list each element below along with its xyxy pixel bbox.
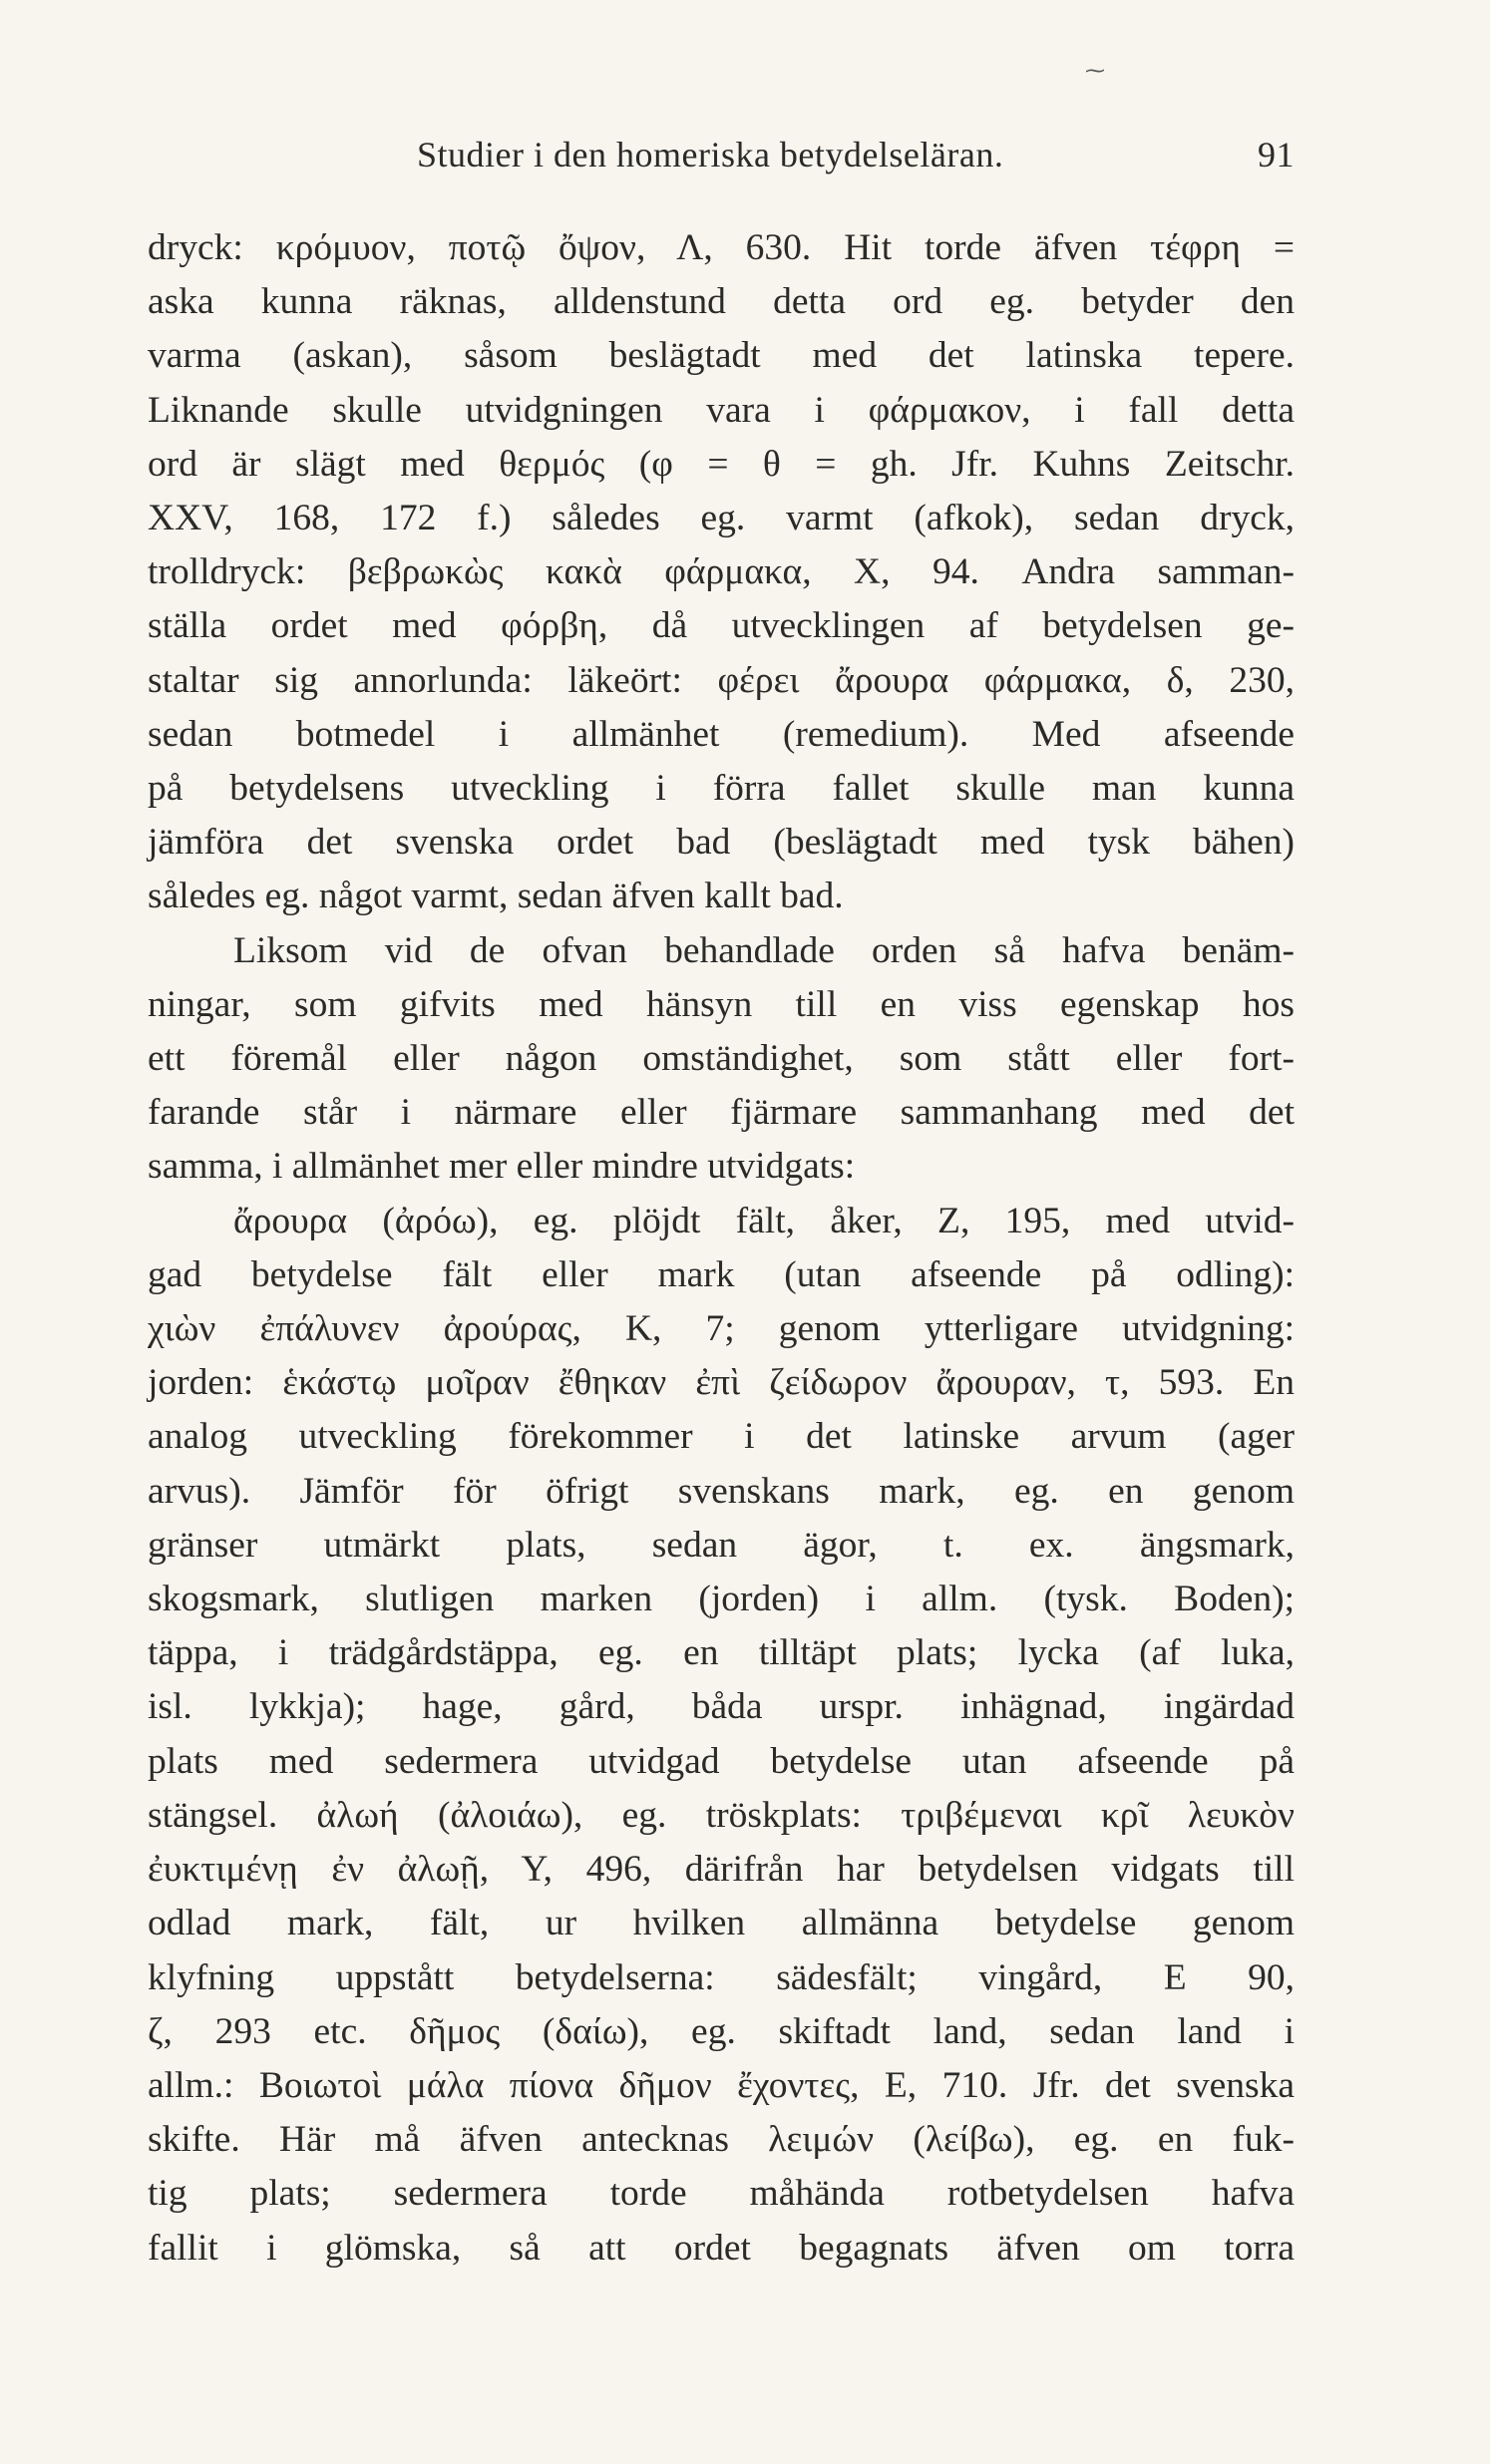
text-line: ord är slägt med θερμός (φ = θ = gh. Jfr. Kuhns Zeitschr. [148,443,1295,485]
text-line: stängsel. ἀλωή (ἀλοιάω), eg. tröskplats: τριβέμεναι κρῖ λευκὸν [148,1794,1295,1836]
text-line: allm.: Βοιωτοὶ μάλα πίονα δῆμον ἔχοντες, Ε, 710. Jfr. det svenska [148,2064,1295,2106]
text-line: ἄρουρα (ἀρόω), eg. plöjdt fält, åker, Ζ, 195, med utvid- [233,1200,1295,1241]
text-line: aska kunna räknas, alldenstund detta ord eg. betyder den [148,281,1295,323]
text-line: staltar sig annorlunda: läkeört: φέρει ἄρουρα φάρμακα, δ, 230, [148,659,1295,701]
text-line: gad betydelse fält eller mark (utan afseende på odling): [148,1253,1295,1295]
text-line: varma (askan), såsom beslägtadt med det latinska tepere. [148,335,1295,377]
text-line: χιὼν ἐπάλυνεν ἀρούρας, Κ, 7; genom ytterligare utvidgning: [148,1308,1295,1350]
running-title: Studier i den homeriska betydelseläran. [417,135,1004,175]
text-line: odlad mark, fält, ur hvilken allmänna betydelse genom [148,1903,1295,1944]
paragraph-2 [148,924,1295,2276]
text-line: således eg. något varmt, sedan äfven kallt bad. [148,876,844,917]
printer-mark: ⁓ [1085,60,1105,82]
text-line: jorden: ἑκάστῳ μοῖραν ἔθηκαν ἐπὶ ζείδωρον ἄρουραν, τ, 593. En [148,1362,1295,1404]
text-line: på betydelsens utveckling i förra fallet skulle man kunna [148,768,1295,810]
text-line: ἐυκτιμένῃ ἐν ἀλωῇ, Υ, 496, därifrån har betydelsen vidgats till [148,1849,1295,1891]
text-line: analog utveckling förekommer i det latinske arvum (ager [148,1416,1295,1458]
text-line: gränser utmärkt plats, sedan ägor, t. ex. ängsmark, [148,1524,1295,1566]
text-line: sedan botmedel i allmänhet (remedium). Med afseende [148,713,1295,755]
paragraph-1 [148,221,1295,924]
text-line: fallit i glömska, så att ordet begagnats äfven om torra [148,2227,1295,2269]
text-line: samma, i allmänhet mer eller mindre utvidgats: [148,1146,856,1188]
text-line: arvus). Jämför för öfrigt svenskans mark, eg. en genom [148,1470,1295,1512]
text-line: ett föremål eller någon omständighet, som stått eller fort- [148,1038,1295,1080]
text-line: skogsmark, slutligen marken (jorden) i allm. (tysk. Boden); [148,1579,1295,1620]
text-line: jämföra det svenska ordet bad (beslägtadt med tysk bähen) [148,822,1295,864]
text-line: farande står i närmare eller fjärmare sammanhang med det [148,1092,1295,1134]
text-line: skifte. Här må äfven antecknas λειμών (λείβω), eg. en fuk- [148,2119,1295,2161]
text-line: ställa ordet med φόρβη, då utvecklingen af betydelsen ge- [148,605,1295,647]
book-page [148,118,1295,2276]
text-line: plats med sedermera utvidgad betydelse utan afseende på [148,1740,1295,1782]
text-line: dryck: κρόμυον, ποτῷ ὄψον, Λ, 630. Hit torde äfven τέφρη = [148,227,1295,268]
text-line: tig plats; sedermera torde måhända rotbetydelsen hafva [148,2173,1295,2215]
page-number: 91 [1258,135,1295,175]
text-line: XXV, 168, 172 f.) således eg. varmt (afkok), sedan dryck, [148,498,1295,539]
text-line: ζ, 293 etc. δῆμος (δαίω), eg. skiftadt land, sedan land i [148,2010,1295,2052]
text-line: trolldryck: βεβρωκὼς κακὰ φάρμακα, Χ, 94. Andra samman- [148,551,1295,593]
body-text [148,221,1295,2276]
text-line: klyfning uppstått betydelserna: sädesfält; vingård, Ε 90, [148,1956,1295,1998]
text-line: ningar, som gifvits med hänsyn till en viss egenskap hos [148,983,1295,1025]
text-line: Liksom vid de ofvan behandlade orden så hafva benäm- [233,929,1295,971]
text-line: täppa, i trädgårdstäppa, eg. en tilltäpt plats; lycka (af luka, [148,1632,1295,1674]
text-line: Liknande skulle utvidgningen vara i φάρμακον, i fall detta [148,389,1295,431]
text-line: isl. lykkja); hage, gård, båda urspr. inhägnad, ingärdad [148,1686,1295,1728]
running-head [148,118,1295,177]
